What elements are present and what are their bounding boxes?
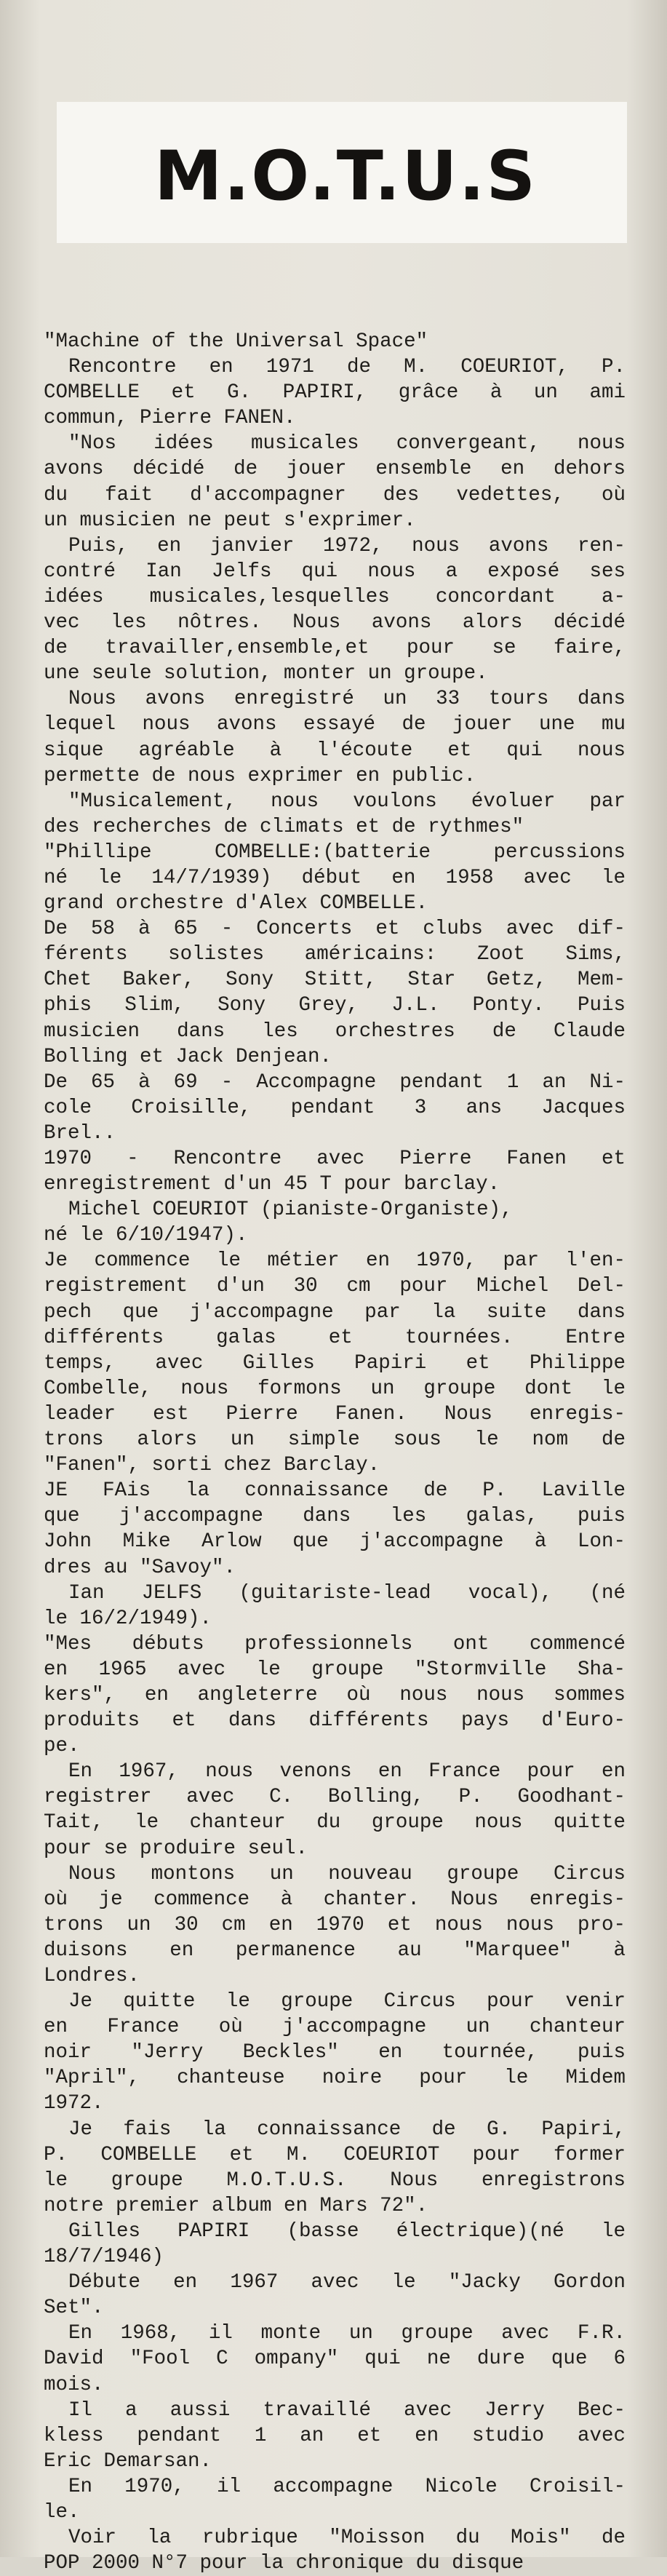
text-line: enregistrement d'un 45 T pour barclay. xyxy=(44,1173,500,1196)
text-line: "Nos idées musicales convergeant, nous xyxy=(68,432,626,456)
text-line: David "Fool C ompany" qui ne dure que 6 xyxy=(44,2348,626,2371)
text-line: dres au "Savoy". xyxy=(44,1556,236,1579)
text-line: Nous avons enregistré un 33 tours dans xyxy=(68,688,626,711)
text-line: grand orchestre d'Alex COMBELLE. xyxy=(44,892,428,915)
text-line: Je quitte le groupe Circus pour venir xyxy=(68,1990,626,2014)
text-line: kless pendant 1 an et en studio avec xyxy=(44,2424,626,2447)
text-line: Nous montons un nouveau groupe Circus xyxy=(68,1862,626,1885)
text-line: Débute en 1967 avec le "Jacky Gordon xyxy=(68,2271,626,2294)
text-line: Set". xyxy=(44,2297,104,2320)
text-line: De 58 à 65 - Concerts et clubs avec dif- xyxy=(44,918,626,941)
text-line: 1972. xyxy=(44,2092,104,2115)
text-line: un musicien ne peut s'exprimer. xyxy=(44,509,416,532)
text-line: 18/7/1946) xyxy=(44,2246,164,2269)
text-line: vec les nôtres. Nous avons alors décidé xyxy=(44,611,626,635)
text-line: duisons en permanence au "Marquee" à xyxy=(44,1939,626,1962)
text-line: COMBELLE et G. PAPIRI, grâce à un ami xyxy=(44,381,626,405)
text-line: Michel COEURIOT (pianiste-Organiste), xyxy=(68,1198,513,1222)
article-body xyxy=(44,329,626,2576)
text-line: musicien dans les orchestres de Claude xyxy=(44,1019,626,1043)
text-line: cole Croisille, pendant 3 ans Jacques xyxy=(44,1096,626,1119)
text-line: avons décidé de jouer ensemble en dehors xyxy=(44,458,626,481)
text-line: le. xyxy=(44,2500,80,2524)
text-line: Il a aussi travaillé avec Jerry Bec- xyxy=(68,2398,626,2422)
text-line: lequel nous avons essayé de jouer une mu xyxy=(44,713,626,736)
text-line: Bolling et Jack Denjean. xyxy=(44,1045,332,1068)
text-line: temps, avec Gilles Papiri et Philippe xyxy=(44,1351,626,1375)
text-line: né le 6/10/1947). xyxy=(44,1224,248,1247)
text-line: Je commence le métier en 1970, par l'en- xyxy=(44,1249,626,1273)
text-line: en 1965 avec le groupe "Stormville Sha- xyxy=(44,1658,626,1681)
text-line: en France où j'accompagne un chanteur xyxy=(44,2016,626,2039)
text-line: John Mike Arlow que j'accompagne à Lon- xyxy=(44,1530,626,1554)
text-line: commun, Pierre FANEN. xyxy=(44,407,296,430)
text-line: le groupe M.O.T.U.S. Nous enregistrons xyxy=(44,2168,626,2192)
text-line: Londres. xyxy=(44,1965,140,1987)
text-line: Rencontre en 1971 de M. COEURIOT, P. xyxy=(68,356,626,379)
text-line: En 1967, nous venons en France pour en xyxy=(68,1760,626,1784)
text-line: De 65 à 69 - Accompagne pendant 1 an Ni- xyxy=(44,1070,626,1094)
text-line: né le 14/7/1939) début en 1958 avec le xyxy=(44,866,626,889)
text-line: Voir la rubrique "Moisson du Mois" de xyxy=(68,2527,626,2550)
text-line: Je fais la connaissance de G. Papiri, xyxy=(68,2118,626,2141)
text-line: pour se produire seul. xyxy=(44,1837,308,1860)
text-line: Eric Demarsan. xyxy=(44,2449,212,2473)
text-line: leader est Pierre Fanen. Nous enregis- xyxy=(44,1402,626,1426)
text-line: Gilles PAPIRI (basse électrique)(né le xyxy=(68,2219,626,2243)
text-line: notre premier album en Mars 72". xyxy=(44,2194,428,2217)
text-line: Chet Baker, Sony Stitt, Star Getz, Mem- xyxy=(44,969,626,992)
text-line: une seule solution, monter un groupe. xyxy=(44,662,488,685)
text-line: JE FAis la connaissance de P. Laville xyxy=(44,1479,626,1503)
text-line: sique agréable à l'écoute et qui nous xyxy=(44,739,626,762)
text-line: P. COMBELLE et M. COEURIOT pour former xyxy=(44,2143,626,2166)
text-line: phis Slim, Sony Grey, J.L. Ponty. Puis xyxy=(44,994,626,1017)
text-line: noir "Jerry Beckles" en tournée, puis xyxy=(44,2041,626,2064)
text-line: des recherches de climats et de rythmes" xyxy=(44,815,524,838)
text-line: Ian JELFS (guitariste-lead vocal), (né xyxy=(68,1581,626,1605)
text-line: que j'accompagne dans les galas, puis xyxy=(44,1505,626,1528)
text-line: En 1970, il accompagne Nicole Croisil- xyxy=(68,2475,626,2498)
text-line: le 16/2/1949). xyxy=(44,1607,212,1630)
text-line: de travailler,ensemble,et pour se faire, xyxy=(44,637,626,660)
text-line: registrement d'un 30 cm pour Michel Del- xyxy=(44,1275,626,1298)
text-line: férents solistes américains: Zoot Sims, xyxy=(44,943,626,966)
text-line: "Fanen", sorti chez Barclay. xyxy=(44,1454,380,1477)
text-line: En 1968, il monte un groupe avec F.R. xyxy=(68,2322,626,2345)
text-line: où je commence à chanter. Nous enregis- xyxy=(44,1888,626,1911)
text-line: permette de nous exprimer en public. xyxy=(44,764,476,787)
text-line: du fait d'accompagner des vedettes, où xyxy=(44,483,626,506)
text-line: registrer avec C. Bolling, P. Goodhant- xyxy=(44,1786,626,1809)
text-line: pe. xyxy=(44,1735,80,1758)
text-line: pech que j'accompagne par la suite dans xyxy=(44,1300,626,1324)
text-line: "Mes débuts professionnels ont commencé xyxy=(44,1632,626,1655)
text-line: mois. xyxy=(44,2373,104,2396)
text-line: "Machine of the Universal Space" xyxy=(44,330,428,353)
text-line: Tait, le chanteur du groupe nous quitte xyxy=(44,1811,626,1834)
text-line: Puis, en janvier 1972, nous avons ren- xyxy=(68,534,626,557)
text-line: trons un 30 cm en 1970 et nous nous pro- xyxy=(44,1913,626,1936)
text-line: kers", en angleterre où nous nous sommes xyxy=(44,1683,626,1706)
text-line: "April", chanteuse noire pour le Midem xyxy=(44,2067,626,2090)
text-line: "Musicalement, nous voulons évoluer par xyxy=(68,790,626,813)
text-line: POP 2000 N°7 pour la chronique du disque xyxy=(44,2552,524,2575)
text-line: produits et dans différents pays d'Euro- xyxy=(44,1709,626,1733)
text-line: trons alors un simple sous le nom de xyxy=(44,1428,626,1452)
text-line: 1970 - Rencontre avec Pierre Fanen et xyxy=(44,1148,626,1170)
text-line: Brel.. xyxy=(44,1121,116,1145)
text-line: "Phillipe COMBELLE:(batterie percussions xyxy=(44,840,626,864)
text-line: idées musicales,lesquelles concordant a- xyxy=(44,585,626,608)
article-title: M.O.T.U.S xyxy=(153,137,538,216)
text-line: différents galas et tournées. Entre xyxy=(44,1326,626,1349)
text-line: Combelle, nous formons un groupe dont le xyxy=(44,1377,626,1400)
text-line: contré Ian Jelfs qui nous a exposé ses xyxy=(44,560,626,583)
